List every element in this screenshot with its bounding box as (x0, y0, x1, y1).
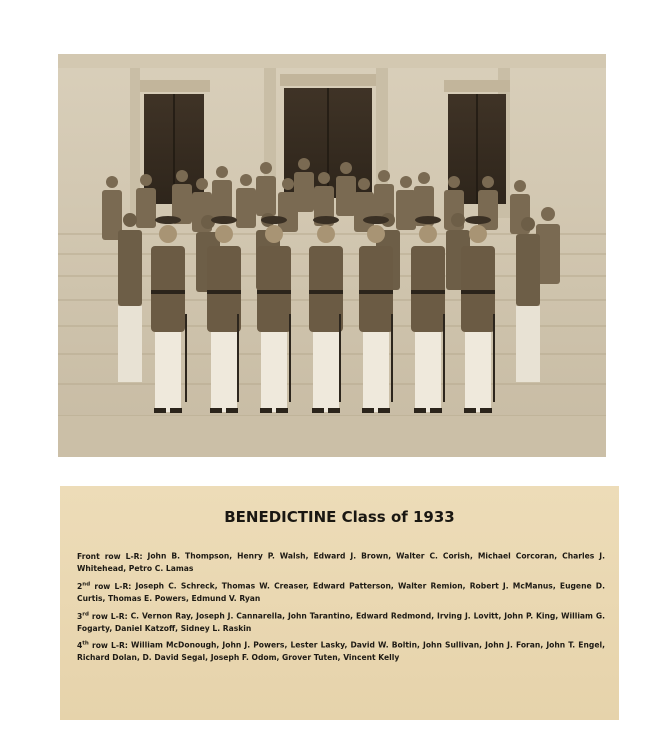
row-label: 2nd row L-R: (77, 581, 136, 591)
fourth-row-names (77, 637, 605, 664)
row-label: 4th row L-R: (77, 640, 132, 650)
photo-illustration (58, 54, 606, 457)
caption-card (60, 486, 619, 720)
third-row-names (77, 608, 605, 635)
row-names: C. Vernon Ray, Joseph J. Cannarella, John Tarantino, Edward Redmond, Irving J. Lovitt, John P. King, William G. Fogarty, Daniel Katzoff, Sidney L. Raskin (77, 611, 605, 633)
door-frame-right (444, 80, 510, 92)
door-frame-left (140, 80, 210, 92)
row-names: John B. Thompson, Henry P. Walsh, Edward J. Brown, Walter C. Corish, Michael Corcoran, Charles J. Whitehead, Petro C. Lamas (77, 551, 605, 573)
row-names: William McDonough, John J. Powers, Lester Lasky, David W. Boltin, John Sullivan, John J. Foran, John T. Engel, Richard Dolan, D. David Segal, Joseph F. Odom, Grover Tuten, Vincent Kelly (77, 640, 605, 662)
second-row-names (77, 578, 605, 605)
front-row-names (77, 548, 605, 575)
class-photograph (58, 54, 606, 457)
row-names: Joseph C. Schreck, Thomas W. Creaser, Edward Patterson, Walter Remion, Robert J. McManus, Eugene D. Curtis, Thomas E. Powers, Edmund V. Ryan (77, 581, 605, 603)
door-frame-center (280, 74, 376, 86)
row-label: 3rd row L-R: (77, 611, 131, 621)
row-label: Front row L-R: (77, 551, 148, 561)
caption-title: BENEDICTINE Class of 1933 (224, 508, 455, 526)
